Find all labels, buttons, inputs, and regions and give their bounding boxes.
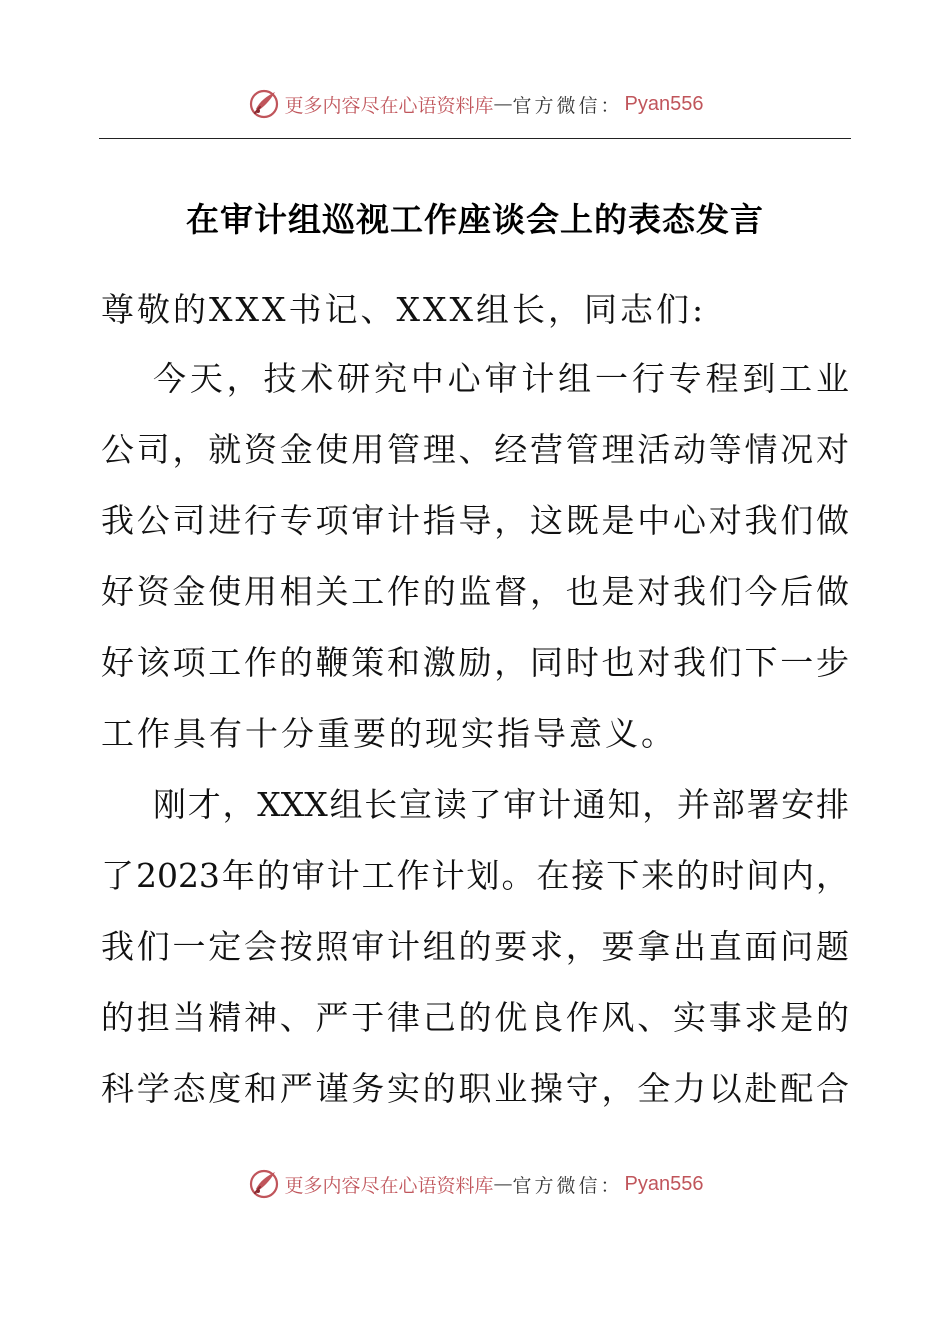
salutation: 尊敬的XXX书记、XXX组长，同志们: [101, 290, 707, 329]
watermark-wechat-id: Pyan556 [624, 92, 704, 115]
watermark-site-text: 更多内容尽在心语资料库 [284, 1174, 494, 1197]
paragraph-1-line: 今天，技术研究中心审计组一行专程到工业 [153, 359, 849, 398]
paragraph-1-line: 公司，就资金使用管理、经营管理活动等情况对 [101, 430, 849, 469]
watermark-separator: — [493, 1173, 513, 1195]
paragraph-1-line: 工作具有十分重要的现实指导意义。 [101, 714, 677, 753]
paragraph-1-line: 好资金使用相关工作的监督，也是对我们今后做 [101, 572, 849, 611]
paragraph-2-line: 的担当精神、严于律己的优良作风、实事求是的 [101, 998, 849, 1037]
paragraph-2-line: 刚才，XXX组长宣读了审计通知，并部署安排 [153, 785, 849, 824]
paragraph-2-line: 科学态度和严谨务实的职业操守，全力以赴配合 [101, 1069, 849, 1108]
quill-seal-icon [247, 1167, 281, 1201]
quill-seal-icon [247, 87, 281, 121]
watermark-site-text: 更多内容尽在心语资料库 [284, 94, 494, 117]
watermark-wechat-label: 官方微信： [512, 94, 623, 117]
watermark-wechat-label: 官方微信： [512, 1174, 623, 1197]
watermark-separator: — [493, 93, 513, 115]
paragraph-1-line: 我公司进行专项审计指导，这既是中心对我们做 [101, 501, 849, 540]
paragraph-2-line: 我们一定会按照审计组的要求，要拿出直面问题 [101, 927, 849, 966]
header-watermark [0, 84, 950, 124]
document-title: 在审计组巡视工作座谈会上的表态发言 [186, 200, 764, 239]
paragraph-1-line: 好该项工作的鞭策和激励，同时也对我们下一步 [101, 643, 849, 682]
paragraph-2-line: 了2023年的审计工作计划。在接下来的时间内， [101, 856, 849, 895]
watermark-wechat-id: Pyan556 [624, 1172, 704, 1195]
header-divider [99, 138, 851, 139]
footer-watermark [0, 1164, 950, 1204]
